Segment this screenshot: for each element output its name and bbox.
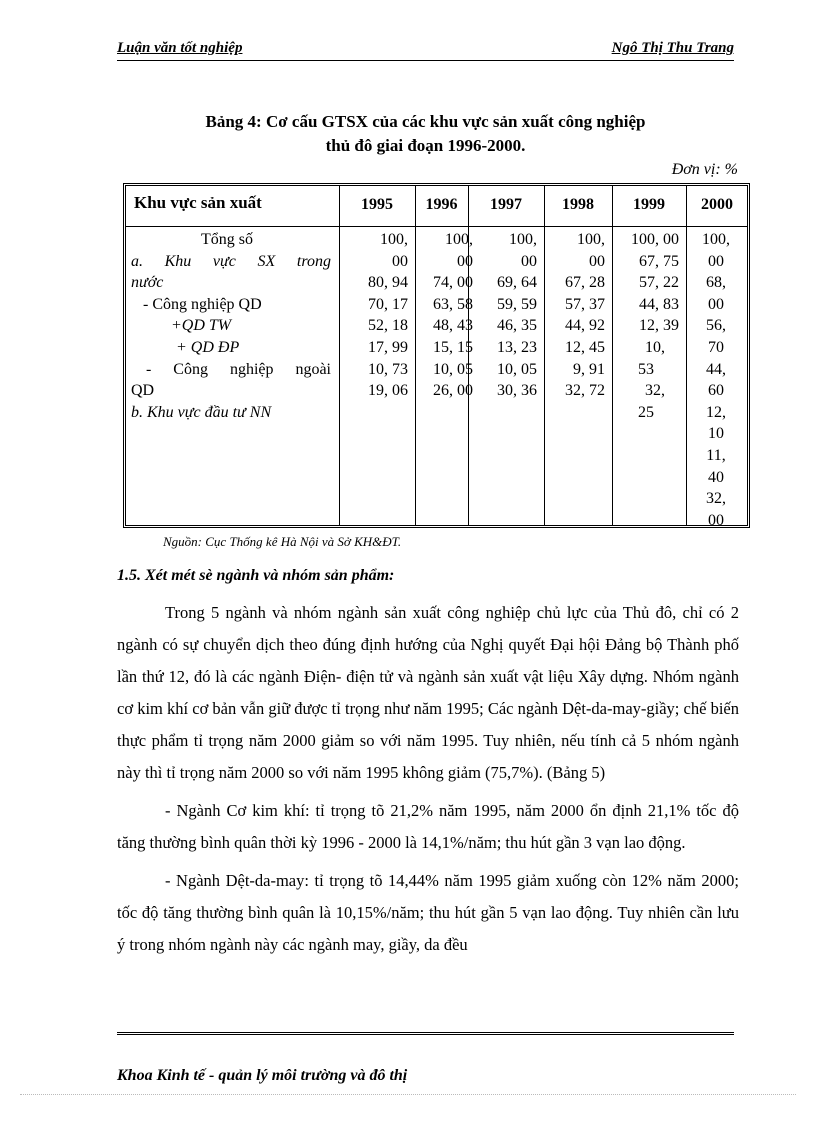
table-title-line2: thủ đô giai đoạn 1996-2000. (325, 136, 526, 155)
data-table (123, 183, 750, 528)
footer-text: Khoa Kinh tế - quản lý môi trường và đô thị (117, 1067, 408, 1084)
header-year: 1998 (562, 196, 594, 213)
page-header (117, 38, 734, 61)
column-1997: 100, 00 69, 64 59, 59 46, 35 13, 23 10, 05 30, 36 (497, 231, 537, 400)
table-title-line1: Bảng 4: Cơ cấu GTSX của các khu vực sản xuất công nghiệp (205, 112, 646, 131)
row-label: - Công nghiệp ngoài (146, 360, 331, 378)
header-divider (126, 226, 747, 227)
header-first-col: Khu vực sản xuất (134, 193, 262, 212)
table-source: Nguồn: Cục Thống kê Hà Nội và Sở KH&ĐT. (163, 534, 402, 549)
header-year: 1995 (361, 196, 393, 213)
header-year: 1999 (633, 196, 665, 213)
page-edge-divider (20, 1094, 796, 1095)
paragraph: Trong 5 ngành và nhóm ngành sản xuất công nghiệp chủ lực của Thủ đô, chỉ có 2 ngành có sự chuyển dịch theo đúng định hướng của Nghị quyết Đại hội Đảng bộ Thành phố lần thứ 12, đó là các ngành Điện- điện tử và ngành sản xuất vật liệu Xây dựng. Nhóm ngành cơ kim khí cơ bản vẫn giữ được tỉ trọng như năm 1995; Các ngành Dệt-da-may-giầy; chế biến thực phẩm tỉ trọng năm 2000 giảm so với năm 1995. Tuy nhiên, nếu tính cả 5 nhóm ngành này thì tỉ trọng năm 2000 so với năm 1995 không giảm (75,7%). (Bảng 5) (117, 603, 739, 782)
header-right: Ngô Thị Thu Trang (611, 40, 734, 56)
column-1998: 100, 00 67, 28 57, 37 44, 92 12, 45 9, 91 32, 72 (565, 231, 605, 400)
header-year: 1997 (490, 196, 522, 213)
table-title (117, 110, 734, 158)
header-year: 1996 (425, 196, 458, 213)
row-label: b. Khu vực đầu tư NN (131, 403, 272, 421)
row-label: Tổng số (201, 231, 253, 248)
table-unit: Đơn vị: % (671, 161, 738, 178)
row-label: + QD ĐP (176, 338, 240, 356)
row-label: a. Khu vực SX trong (131, 252, 331, 270)
column-2000: 100, 00 68, 00 56, 70 44, 60 12, 10 11, 40 32, 00 (702, 231, 730, 529)
header-year: 2000 (701, 196, 733, 213)
row-label: QD (131, 382, 155, 400)
row-label: - Công nghiệp QD (143, 295, 262, 313)
section-heading: 1.5. Xét mét sè ngành và nhóm sản phẩm: (117, 567, 395, 584)
column-1999: 100, 00 67, 75 57, 22 44, 83 12, 39 10, 53 32, 25 (631, 231, 679, 421)
column-1996: 100, 00 74, 00 63, 58 48, 43 15, 15 10, 05 26, 00 (433, 231, 473, 400)
column-1995: 100, 00 80, 94 70, 17 52, 18 17, 99 10, 73 19, 06 (368, 231, 408, 400)
paragraph: - Ngành Dệt-da-may: tỉ trọng tõ 14,44% năm 1995 giảm xuống còn 12% năm 2000; tốc độ tăng thường bình quân là 10,15%/năm; thu hút gần 5 vạn lao động. Tuy nhiên cần lưu ý trong nhóm ngành này các ngành may, giầy, da đều (117, 871, 739, 954)
first-column (131, 229, 331, 423)
paragraph: - Ngành Cơ kim khí: tỉ trọng tõ 21,2% năm 1995, năm 2000 ổn định 21,1% tốc độ tăng thường bình quân thời kỳ 1996 - 2000 là 14,1%/năm; thu hút gần 3 vạn lao động. (117, 801, 739, 852)
row-label: +QD TW (171, 317, 232, 335)
header-left: Luận văn tốt nghiệp (117, 40, 243, 56)
row-label: nước (131, 274, 164, 292)
page-footer (117, 1032, 734, 1084)
body-text (117, 597, 739, 967)
